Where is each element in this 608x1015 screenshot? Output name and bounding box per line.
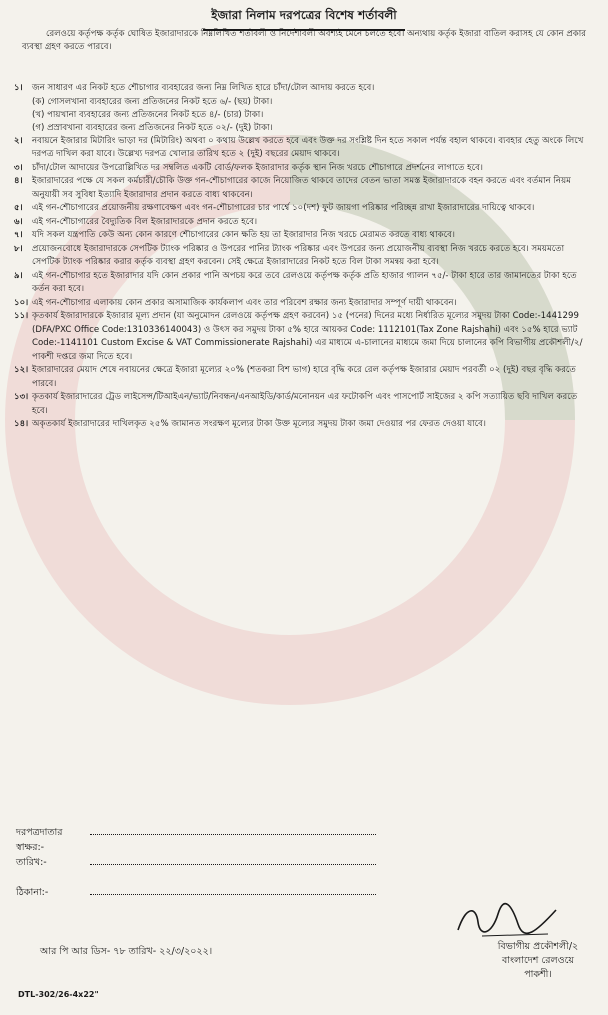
clause-number: ১২। [14,365,29,375]
signature-lines [16,826,376,916]
signature-line-label: দরপত্রদাতার স্বাক্ষর:- [16,827,63,853]
clause-number: ৯। [14,270,23,281]
clause-text: যদি সকল যন্ত্রপাতি কেউ অন্য কোন কারণে শৌচাগারের কোন ক্ষতি হয় তা ইজারাদার নিজ খরচে মেরামত করতে বাধ্য থাকবে। [32,230,455,240]
clause-sub-item: (গ) প্রস্রাবখানা ব্যবহারের জন্য প্রতিজনের নিকট হতে ০২/- (দুই) টাকা। [32,122,273,133]
officer-org: বাংলাদেশ রেলওয়ে [502,955,574,966]
clause-number: ৮। [14,243,23,254]
signature-line [16,856,376,886]
clause-item [14,175,594,202]
signature-line-label: ঠিকানা:- [16,887,49,898]
clause-item [14,162,594,176]
clause-text: অকৃতকার্য ইজারাদারের দাখিলকৃত ২৫% জামানত সংরক্ষণ মূল্যের টাকা উক্ত মূল্যের সমুদয় টাকা জমা দেওয়ার পর ফেরত দেওয়া যাবে। [32,419,486,429]
clause-text: কৃতকার্য ইজারাদারের ট্রেড লাইসেন্স/টিআইএন/ভ্যাট/নিবন্ধন/এনআইডি/কার্ড/মনোনয়ন এর ফটোকপি এবং পাসপোর্ট সাইজের ২ কপি সত্যায়িত ছবি দাখিল করতে হবে। [32,392,578,416]
clause-item [14,243,594,270]
signature-line-label: তারিখ:- [16,857,47,868]
signature-line [16,826,376,856]
dotted-fill-line [90,886,376,895]
handwritten-signature [452,900,562,942]
clause-text: ইজারাদারের পক্ষে যে সকল কর্মচারী/চৌকি উক্ত গন-শৌচাগারের কাজে নিয়োজিত থাকবে তাদের বেতন ভাতা সমস্ত ইজারাদারকে বহন করতে এবং বর্তমান নিয়ম অনুযায়ী সব সুবিধা ইত্যাদি ইজারাদার প্রদান করতে বাধ্য থাকবেন। [32,176,571,200]
clause-number: ৭। [14,230,23,240]
clause-item [14,229,594,243]
clause-text: এই গন-শৌচাগারের প্রয়োজনীয় রক্ষণাবেক্ষণ এবং গন-শৌচাগারের চার পার্শ্বে ১০(দশ) ফুট জায়গা পরিষ্কার পরিচ্ছন্ন রাখা ইজারাদারের দায়িত্বে থাকবে। [32,203,535,213]
document-title: ইজারা নিলাম দরপত্রের বিশেষ শর্তাবলী [203,7,405,31]
clause-text: প্রয়োজনবোধে ইজারাদারকে সেপটিক ট্যাংক পরিষ্কার ও উপরের পানির ট্যাংক পরিষ্কার এবং উপরের জন্য প্রয়োজনীয় ব্যবস্থা নিজ খরচে করতে হবে। সময়মতো সেপটিক ট্যাংক পরিষ্কার করার কর্তৃক ব্যবস্থা গ্রহণ করবেন। সেই ক্ষেত্রে ইজারাদারের নিকট হতে বিল টাকা সমন্বয় করা হবে। [32,243,565,267]
clause-sub-item: (খ) পায়খানা ব্যবহারের জন্য প্রতিজনের নিকট হতে ৪/- (চার) টাকা। [32,109,264,120]
officer-location: পাকশী। [524,969,552,980]
clause-number: ৩। [14,162,23,173]
dotted-fill-line [90,856,376,865]
clause-item [14,135,594,162]
clause-item [14,216,594,230]
clause-number: ৫। [14,203,23,213]
clause-number: ৬। [14,216,23,227]
clause-item [14,297,594,311]
clause-item [14,418,594,432]
clause-item [14,202,594,216]
clause-item [14,270,594,297]
clause-text: এই গন-শৌচাগার হতে ইজারাদার যদি কোন প্রকার পানি অপচয় করে তবে রেলওয়ে কর্তৃপক্ষ কর্তৃক প্রতি হাজার গ্যালন ৭৫/- টাকা হারে তার জামানতের টাকা হতে কর্তন করা হবে। [32,270,577,294]
clause-number: ১৪। [14,419,29,429]
clause-text: কৃতকার্য ইজারাদারকে ইজারার মূল্য প্রদান (যা অনুমোদন রেলওয়ে কর্তৃপক্ষ গ্রহণ করবেন) ১৫ (পনের) দিনের মধ্যে নির্ধারিত মূল্যের সমুদয় টাকা Code:-1441299 (DFA/PXC Office Code:1310336140043) ও উৎস কর সমুদয় টাকা ৫% হারে আয়কর Code: 1112101(Tax Zone Rajshahi) এবং ১৫% হারে ভ্যাট Code:-1141101 Custom Excise & VAT Commissionerate Rajshahi) এর মাধ্যমে এ-চালানের মাধ্যমে জমা দিয়ে চালানের কপি বিভাগীয় প্রকৌশলী/২/পাকশী দপ্তরে জমা দিতে হবে। [32,311,583,362]
clause-sub-item: (ক) গোসলখানা ব্যবহারের জন্য প্রতিজনের নিকট হতে ৬/- (ছয়) টাকা। [32,96,273,107]
clause-number: ১। [14,83,23,93]
memo-line: আর পি আর ডিস- ৭৮ তারিখ- ২২/৩/২০২২। [40,946,213,957]
clause-text: এই গন-শৌচাগারের বৈদ্যুতিক বিল ইজারাদারকে প্রদান করতে হবে। [32,216,258,227]
clause-item [14,310,594,364]
clause-text: জন সাধারণ এর নিকট হতে শৌচাগার ব্যবহারের জন্য নিম্ন লিখিত হারে চাঁদা/টোল আদায় করতে হবে। [32,83,375,93]
officer-block [478,940,598,982]
clause-text: এই গন-শৌচাগার এলাকায় কোন প্রকার অসামাজিক কার্যকলাপ এবং তার পরিবেশ রক্ষার জন্য ইজারাদার সম্পূর্ণ দায়ী থাকবেন। [32,297,457,308]
clause-number: ১৩। [14,392,29,402]
dotted-fill-line [90,826,376,835]
clause-number: ২। [14,135,23,146]
clause-text: ইজারাদারের মেয়াদ শেষে নবায়নের ক্ষেত্রে ইজারা মূল্যের ২০% (শতকরা বিশ ভাগ) হারে বৃদ্ধি করে রেল কর্তৃপক্ষ ইজারার মেয়াদ পরবর্তী ০২ (দুই) বছর বৃদ্ধি করতে পারবে। [32,365,576,389]
clause-number: ৪। [14,176,23,186]
clause-number: ১১। [14,311,29,321]
clause-item [14,364,594,391]
clause-text: চাঁদা/টোল আদায়ের উপরোল্লিখিত দর সম্বলিত একটি বোর্ড/ফলক ইজারাদার কর্তৃক স্থান নিজ খরচে শৌচাগারে প্রদর্শনের লাগাতে হবে। [32,162,483,173]
form-number: DTL-302/26-4x22" [18,990,99,999]
officer-title: বিভাগীয় প্রকৌশলী/২ [497,941,579,952]
intro-paragraph: রেলওয়ে কর্তৃপক্ষ কর্তৃক ঘোষিত ইজারাদারকে নিম্নলিখিত শর্তাবলী ও নির্দেশাবলী অবশ্যই মেনে চলতে হবে। অন্যথায় কর্তৃক ইজারা বাতিল করাসহ যে কোন প্রকার ব্যবস্থা গ্রহণ করতে পারবে। [22,29,586,52]
clause-text: নবায়নে ইজারার মিটারিং ভাড়া দর (মিটারিং) অথবা ০ কথায় উল্লেখ করতে হবে এবং উক্ত দর সংশ্লিষ্ট দিন হতে সকাল পর্যন্ত বহাল থাকবে। ব্যবহার হেতু অংকে লিখে দরপত্র দাখিল করা যাবে। উল্লেখ্য দরপত্র খোলার তারিখ হতে ২ (দুই) বছরের মেয়াদ থাকবে। [32,135,584,159]
clause-number: ১০। [14,297,29,308]
clause-list [14,82,594,432]
signature-line [16,886,376,916]
clause-item [14,82,594,96]
clause-item [14,391,594,418]
